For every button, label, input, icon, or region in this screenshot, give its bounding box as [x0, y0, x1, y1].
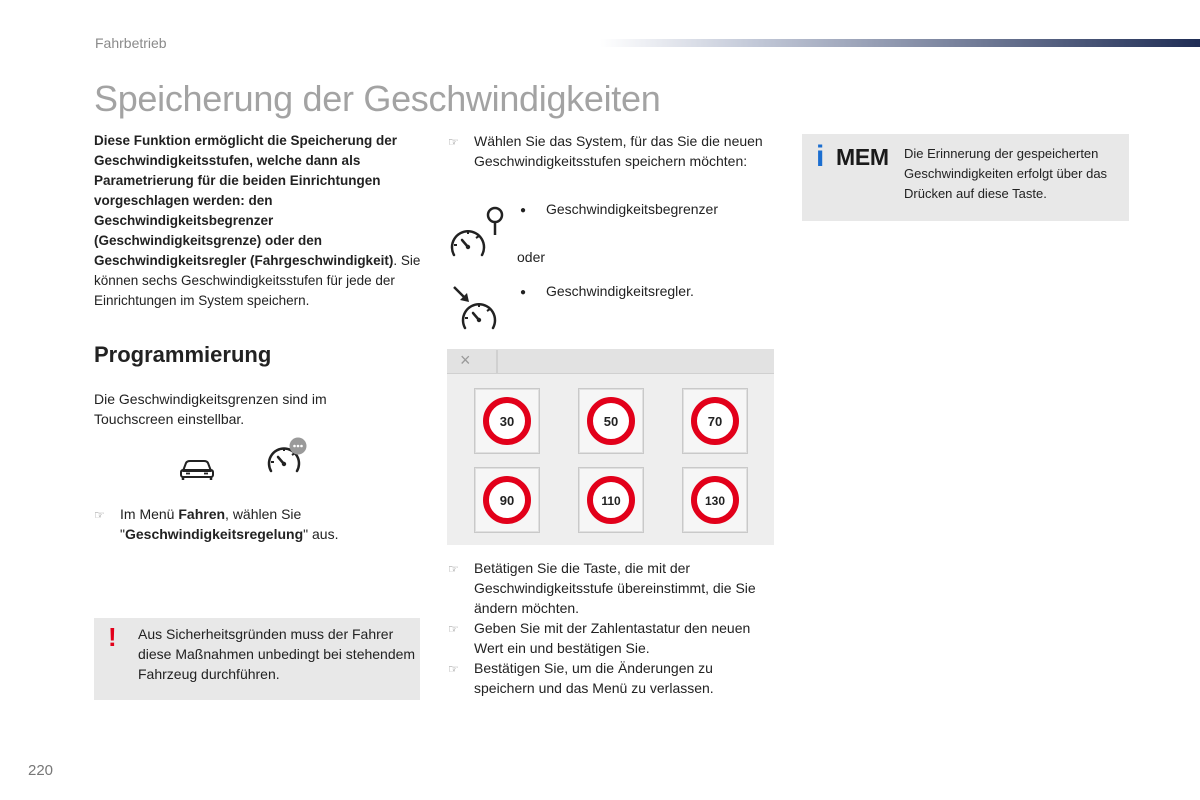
- info-text: Die Erinnerung der gespeicherten Geschwindigkeiten erfolgt über das Drücken auf diese Taste.: [904, 146, 1108, 201]
- step-menu-fahren: [94, 504, 424, 544]
- list-item: [448, 618, 778, 658]
- option-label: Geschwindigkeitsregler.: [546, 283, 694, 299]
- intro-paragraph: [94, 131, 429, 311]
- touchscreen-paragraph: Die Geschwindigkeitsgrenzen sind im Touchscreen einstellbar.: [94, 391, 327, 427]
- close-icon[interactable]: ×: [460, 350, 471, 370]
- section-label: Fahrbetrieb: [95, 35, 167, 51]
- svg-text:110: 110: [601, 494, 621, 508]
- svg-text:130: 130: [704, 494, 726, 508]
- mem-button-label: MEM: [836, 144, 889, 170]
- svg-text:30: 30: [499, 414, 515, 429]
- speed-sign-icon: [690, 396, 740, 446]
- step-choose-system: [448, 131, 778, 171]
- or-text: oder: [517, 249, 546, 265]
- pointing-hand-icon: ☞: [448, 662, 459, 676]
- speed-limiter-icon: [448, 205, 508, 260]
- cruise-control-icon: [451, 284, 506, 334]
- speed-button-50[interactable]: [578, 388, 644, 454]
- svg-text:90: 90: [499, 493, 515, 508]
- header-gradient-bar: [600, 39, 1200, 47]
- speed-sign-icon: [482, 396, 532, 446]
- step-text: , wählen Sie ": [120, 506, 302, 542]
- pointing-hand-icon: ☞: [448, 562, 459, 576]
- pointing-hand-icon: ☞: [448, 622, 459, 636]
- steps-after-list: [448, 558, 778, 698]
- intro-bold-text: Diese Funktion ermöglicht die Speicherung der Geschwindigkeitsstufen, welche dann als Parametrierung für die beiden Einrichtungen vorgeschlagen werden: den Geschwindigkeitsbegrenzer (Geschwindigkeitsgrenze) oder den Geschwindigkeitsregler (Fahrgeschwindigkeit): [94, 133, 398, 268]
- step-text: Im Menü: [120, 506, 179, 522]
- bullet-icon: ●: [520, 286, 527, 298]
- bullet-icon: ●: [520, 204, 527, 216]
- svg-text:50: 50: [603, 414, 619, 429]
- speed-sign-icon: [586, 475, 636, 525]
- speed-button-90[interactable]: [474, 467, 540, 533]
- speed-button-70[interactable]: [682, 388, 748, 454]
- menu-name: Fahren: [178, 506, 226, 522]
- list-item: [448, 558, 778, 618]
- option-cruise-control: [520, 283, 694, 299]
- speed-button-130[interactable]: [682, 467, 748, 533]
- step-text: Wählen Sie das System, für das Sie die neuen Geschwindigkeitsstufen speichern möchten:: [474, 133, 763, 169]
- list-item: [448, 658, 778, 698]
- speed-sign-icon: [586, 396, 636, 446]
- speed-sign-icon: [482, 475, 532, 525]
- exclamation-icon: !: [108, 622, 117, 652]
- step-text: Betätigen Sie die Taste, die mit der Geschwindigkeitsstufe übereinstimmt, die Sie ändern möchten.: [474, 560, 756, 616]
- step-text: Bestätigen Sie, um die Änderungen zu speichern und das Menü zu verlassen.: [474, 660, 714, 696]
- speed-button-110[interactable]: [578, 467, 644, 533]
- step-text: Geben Sie mit der Zahlentastatur den neuen Wert ein und bestätigen Sie.: [474, 620, 751, 656]
- option-label: Geschwindigkeitsbegrenzer: [546, 201, 718, 217]
- speed-sign-icon: [690, 475, 740, 525]
- svg-text:70: 70: [707, 414, 723, 429]
- section-heading-programmierung: Programmierung: [94, 342, 272, 367]
- info-icon: i: [816, 140, 825, 173]
- pointing-hand-icon: ☞: [448, 135, 459, 149]
- step-text: " aus.: [303, 526, 339, 542]
- option-speed-limiter: [520, 201, 718, 217]
- speed-button-30[interactable]: [474, 388, 540, 454]
- car-icon: [177, 453, 217, 483]
- intro-normal-text: Sie können sechs Geschwindigkeitsstufen für jede der Einrichtungen im System speichern.: [94, 253, 421, 308]
- intro-period: .: [393, 253, 398, 268]
- menu-item-name: Geschwindigkeitsregelung: [124, 526, 304, 542]
- page-title: Speicherung der Geschwindigkeiten: [94, 78, 661, 119]
- pointing-hand-icon: ☞: [94, 508, 105, 522]
- tab-divider: [496, 350, 498, 374]
- speedometer-more-icon: [265, 436, 310, 481]
- page-number: 220: [28, 762, 54, 779]
- warning-text: Aus Sicherheitsgründen muss der Fahrer diese Maßnahmen unbedingt bei stehendem Fahrzeug durchführen.: [138, 626, 416, 682]
